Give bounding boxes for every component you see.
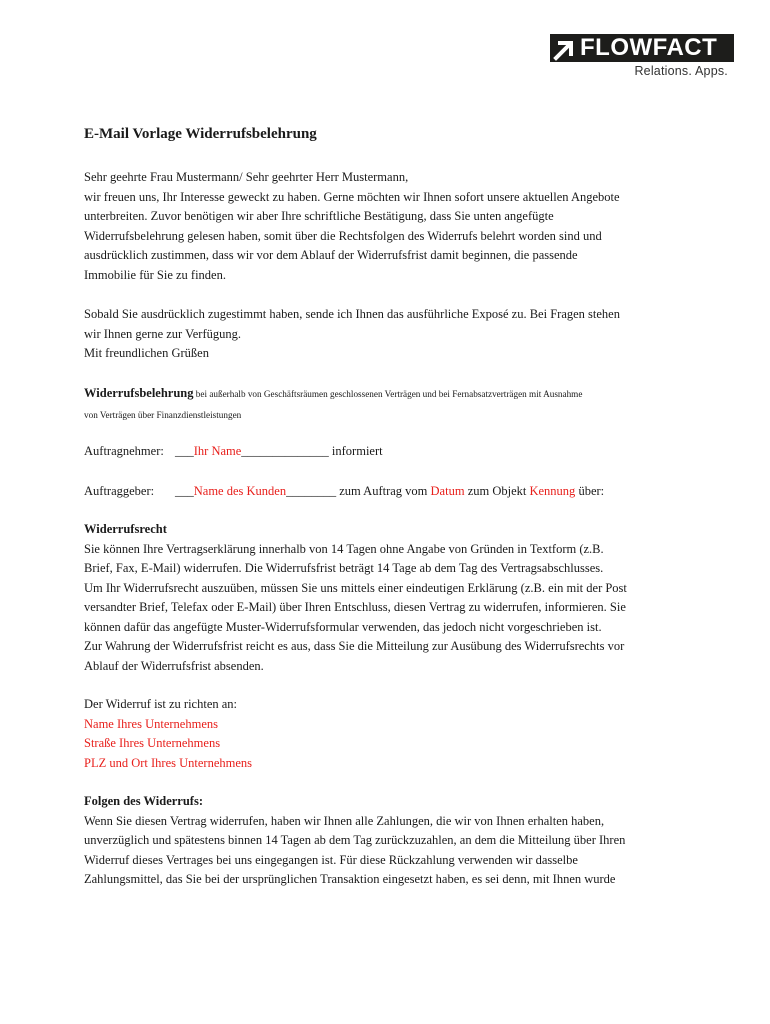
blank: ___ bbox=[175, 444, 194, 458]
belehrung-heading: Widerrufsbelehrung bbox=[84, 385, 194, 400]
closing: Mit freundlichen Grüßen bbox=[84, 346, 209, 360]
intro-line: ausdrücklich zustimmen, dass wir vor dem Ablauf der Widerrufsfrist damit beginnen, die passende bbox=[84, 248, 578, 262]
document-body bbox=[84, 124, 664, 890]
folgen-line: Wenn Sie diesen Vertrag widerrufen, haben wir Ihnen alle Zahlungen, die wir von Ihnen erhalten haben, bbox=[84, 813, 605, 828]
widerrufsrecht-line: Sie können Ihre Vertragserklärung innerhalb von 14 Tagen ohne Angabe von Gründen in Textform (z.B. bbox=[84, 541, 604, 556]
logo-tagline: Relations. Apps. bbox=[634, 64, 728, 78]
auftragnehmer-suffix: ______________ informiert bbox=[241, 444, 383, 458]
flowfact-logo bbox=[550, 34, 734, 80]
blank: ___ bbox=[175, 483, 194, 498]
placeholder-datum: Datum bbox=[430, 483, 465, 498]
widerrufsrecht-line: versandter Brief, Telefax oder E-Mail) über Ihren Entschluss, diesen Vertrag zu widerrufen, informieren. Sie bbox=[84, 600, 626, 614]
adresse-ort: PLZ und Ort Ihres Unternehmens bbox=[84, 755, 253, 770]
logo-brand: FLOWFACT bbox=[580, 34, 718, 61]
auftragnehmer-value bbox=[175, 442, 383, 462]
placeholder-ihr-name: Ihr Name bbox=[193, 444, 242, 458]
adresse-name: Name Ihres Unternehmens bbox=[84, 716, 218, 731]
widerrufsrecht-line: Zur Wahrung der Widerrufsfrist reicht es aus, dass Sie die Mitteilung zur Ausübung des Widerrufsrechts vor bbox=[84, 639, 625, 653]
intro-line: wir freuen uns, Ihr Interesse geweckt zu haben. Gerne möchten wir Ihnen sofort unsere aktuellen Angebote bbox=[84, 189, 620, 204]
belehrung-line bbox=[84, 384, 664, 405]
widerrufsrecht-line: können dafür das angefügte Muster-Widerrufsformular verwenden, das jedoch nicht vorgeschrieben ist. bbox=[84, 619, 602, 634]
para2-line: wir Ihnen gerne zur Verfügung. bbox=[84, 326, 242, 341]
widerrufsrecht-line: Ablauf der Widerrufsfrist absenden. bbox=[84, 658, 264, 673]
arrow-icon bbox=[553, 37, 577, 61]
folgen-line: Zahlungsmittel, das Sie bei der ursprünglichen Transaktion eingesetzt haben, es sei denn, mit Ihnen wurde bbox=[84, 872, 616, 886]
belehrung-note: bei außerhalb von Geschäftsräumen geschlossenen Verträgen und bei Fernabsatzverträgen mit Ausnahme bbox=[193, 388, 583, 399]
salutation: Sehr geehrte Frau Mustermann/ Sehr geehrter Herr Mustermann, bbox=[84, 170, 409, 184]
auftraggeber-row bbox=[84, 482, 664, 502]
adresse-intro: Der Widerruf ist zu richten an: bbox=[84, 697, 238, 711]
widerrufsrecht-line: Brief, Fax, E-Mail) widerrufen. Die Widerrufsfrist beträgt 14 Tage ab dem Tag des Vertragsabschlusses. bbox=[84, 561, 604, 575]
folgen-line: unverzüglich und spätestens binnen 14 Tagen ab dem Tag zurückzuzahlen, an dem die Mitteilung über Ihren bbox=[84, 833, 626, 847]
intro-line: unterbreiten. Zuvor benötigen wir aber Ihre schriftliche Bestätigung, dass Sie unten angefügte bbox=[84, 209, 554, 223]
auftraggeber-label: Auftraggeber: bbox=[84, 483, 155, 498]
intro-line: Widerrufsbelehrung gelesen haben, somit über die Rechtsfolgen des Widerrufs belehrt worden sind und bbox=[84, 228, 602, 243]
document-title: E-Mail Vorlage Widerrufsbelehrung bbox=[84, 126, 317, 142]
belehrung-note-2: von Verträgen über Finanzdienstleistungen bbox=[84, 410, 242, 420]
widerrufsrecht-heading: Widerrufsrecht bbox=[84, 522, 167, 536]
logo-box bbox=[550, 34, 734, 62]
auftragnehmer-row bbox=[84, 442, 664, 462]
intro-line: Immobilie für Sie zu finden. bbox=[84, 267, 226, 282]
widerrufsrecht-line: Um Ihr Widerrufsrecht auszuüben, müssen Sie uns mittels einer eindeutigen Erklärung (z.B. ein mit der Post bbox=[84, 580, 627, 595]
auftraggeber-value bbox=[175, 482, 604, 502]
placeholder-kundenname: Name des Kunden bbox=[193, 483, 287, 498]
para2-line: Sobald Sie ausdrücklich zugestimmt haben, sende ich Ihnen das ausführliche Exposé zu. Bei Fragen stehen bbox=[84, 307, 620, 321]
placeholder-kennung: Kennung bbox=[529, 483, 576, 498]
auftraggeber-text: über: bbox=[575, 483, 605, 498]
folgen-line: Widerruf dieses Vertrages bei uns eingegangen ist. Für diese Rückzahlung verwenden wir dasselbe bbox=[84, 852, 578, 867]
folgen-heading: Folgen des Widerrufs: bbox=[84, 794, 203, 808]
auftragnehmer-label: Auftragnehmer: bbox=[84, 444, 164, 458]
auftraggeber-text: ________ zum Auftrag vom bbox=[286, 483, 431, 498]
adresse-strasse: Straße Ihres Unternehmens bbox=[84, 736, 221, 750]
auftraggeber-text: zum Objekt bbox=[464, 483, 530, 498]
